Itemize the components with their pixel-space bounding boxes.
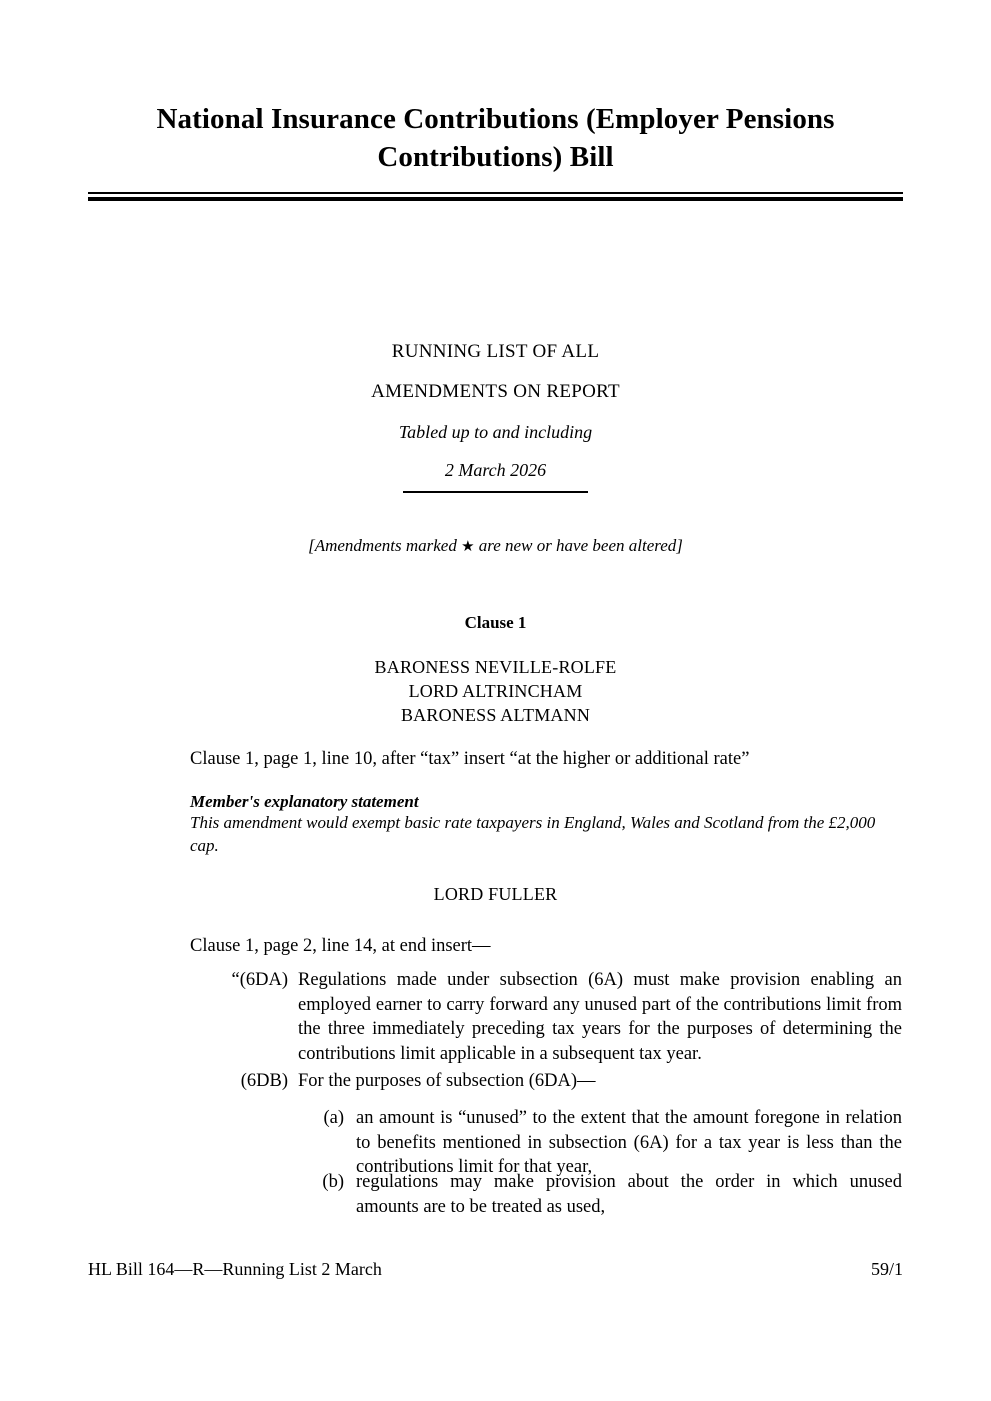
sponsor-list bbox=[88, 656, 903, 727]
provision-b bbox=[196, 1170, 902, 1219]
tabled-label: Tabled up to and including bbox=[398, 422, 593, 442]
provision-marker: (6DB) bbox=[240, 1071, 288, 1091]
provision-text: Regulations made under subsection (6A) must make provision enabling an employed earner to carry forward any unused part of the contributions limit from the three immediately preceding tax years for the purposes of determining the contributions limit applicable in a subsequent tax year. bbox=[298, 970, 902, 1065]
footer-bill-reference: HL Bill 164—R—Running List 2 March bbox=[88, 1259, 382, 1279]
separator-rule bbox=[403, 491, 588, 493]
explanatory-statement-text: This amendment would exempt basic rate taxpayers in England, Wales and Scotland from the £2,000 cap. bbox=[190, 813, 876, 855]
provision-a bbox=[196, 1106, 902, 1180]
provision-marker: (b) bbox=[322, 1172, 344, 1192]
provision-text: For the purposes of subsection (6DA)— bbox=[298, 1071, 596, 1091]
title-double-rule bbox=[88, 192, 903, 201]
explanatory-statement-heading: Member's explanatory statement bbox=[190, 792, 419, 811]
running-list-line-1: RUNNING LIST OF ALL bbox=[391, 341, 600, 362]
sponsor-list bbox=[88, 884, 903, 905]
separator-rule-wrap bbox=[0, 491, 991, 509]
tabled-date: 2 March 2026 bbox=[444, 460, 547, 480]
provision-marker: “(6DA) bbox=[231, 970, 288, 990]
title-block bbox=[88, 100, 903, 201]
sponsor-name: BARONESS NEVILLE-ROLFE bbox=[374, 657, 617, 677]
running-list-line-2: AMENDMENTS ON REPORT bbox=[371, 381, 620, 402]
sponsor-name: BARONESS ALTMANN bbox=[400, 704, 591, 725]
tabled-block bbox=[88, 423, 903, 479]
amendment-text: Clause 1, page 2, line 14, at end insert— bbox=[190, 936, 491, 956]
sponsor-name: LORD FULLER bbox=[433, 884, 558, 904]
page-title: National Insurance Contributions (Employer Pensions Contributions) Bill bbox=[156, 103, 835, 174]
provision-6da bbox=[196, 968, 902, 1067]
running-list-heading bbox=[88, 342, 903, 401]
sponsor-name: LORD ALTRINCHAM bbox=[408, 680, 583, 701]
title-rule-thick bbox=[88, 197, 903, 201]
footer-page-number: 59/1 bbox=[870, 1259, 903, 1279]
star-note-prefix: [Amendments marked bbox=[308, 536, 462, 555]
provision-6db bbox=[196, 1069, 902, 1094]
clause-heading bbox=[88, 613, 903, 633]
clause-heading-label: Clause 1 bbox=[464, 613, 527, 632]
page-footer bbox=[88, 1259, 903, 1280]
star-note-suffix: are new or have been altered] bbox=[474, 536, 683, 555]
star-icon: ★ bbox=[461, 539, 475, 555]
provision-text: an amount is “unused” to the extent that the amount foregone in relation to benefits mentioned in subsection (6A) for a tax year is less than the contributions limit for that year, bbox=[356, 1108, 902, 1178]
provision-marker: (a) bbox=[323, 1108, 344, 1128]
amendment-text: Clause 1, page 1, line 10, after “tax” insert “at the higher or additional rate” bbox=[190, 749, 750, 769]
star-note bbox=[88, 536, 903, 556]
provision-text: regulations may make provision about the order in which unused amounts are to be treated as used, bbox=[356, 1172, 902, 1217]
